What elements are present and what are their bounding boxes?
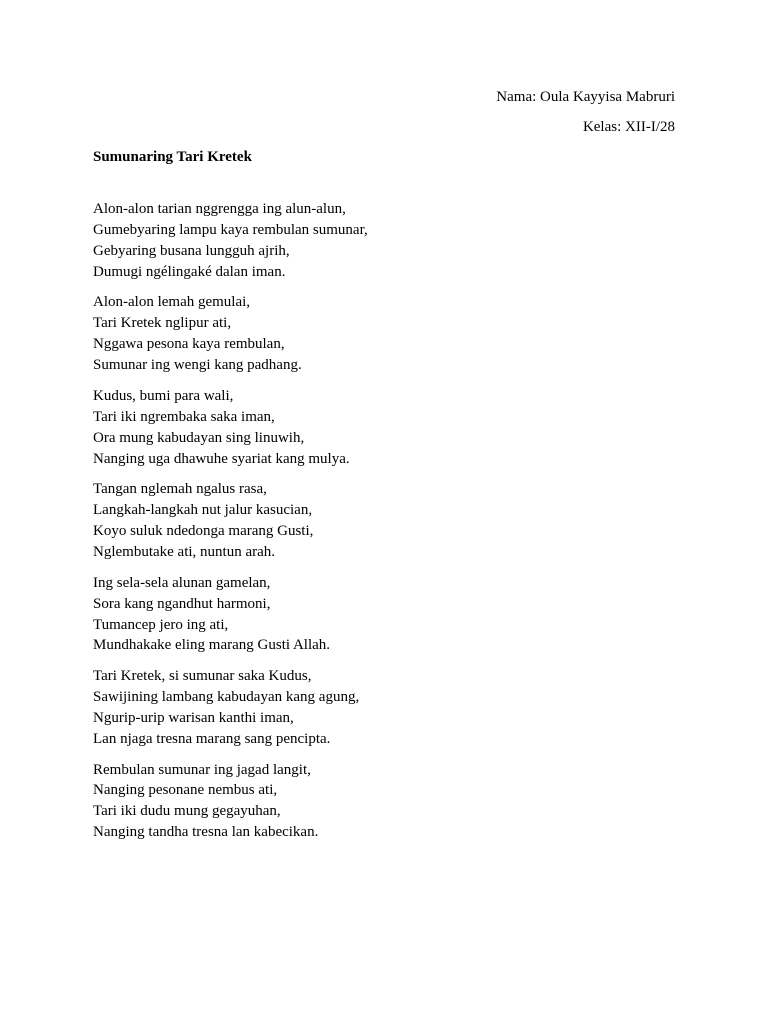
student-class: Kelas: XII-I/28 — [582, 119, 675, 135]
poem-line: Dumugi ngélingaké dalan iman. — [93, 263, 286, 280]
poem-line: Tari iki ngrembaka saka iman, — [93, 408, 275, 425]
poem-line: Tangan nglemah ngalus rasa, — [93, 481, 267, 498]
poem-line: Gumebyaring lampu kaya rembulan sumunar, — [93, 221, 368, 238]
poem-line: Gebyaring busana lungguh ajrih, — [93, 242, 290, 259]
poem-line: Tari Kretek nglipur ati, — [93, 315, 232, 332]
stanza-4 — [93, 479, 693, 563]
poem-line: Nanging pesonane nembus ati, — [93, 782, 278, 799]
poem-line: Sawijining lambang kabudayan kang agung, — [93, 689, 360, 706]
poem-line: Tumancep jero ing ati, — [93, 616, 229, 633]
poem-line: Alon-alon tarian nggrengga ing alun-alun, — [93, 201, 346, 217]
student-name: Nama: Oula Kayyisa Mabruri — [496, 89, 675, 105]
poem-line: Alon-alon lemah gemulai, — [93, 294, 251, 311]
poem-line: Tari iki dudu mung gegayuhan, — [93, 803, 281, 820]
stanza-5 — [93, 573, 693, 657]
stanza-2 — [93, 292, 693, 376]
poem-line: Tari Kretek, si sumunar saka Kudus, — [93, 668, 312, 685]
poem-line: Ora mung kabudayan sing linuwih, — [93, 429, 305, 446]
stanza-3 — [93, 386, 693, 470]
poem-body — [93, 199, 693, 853]
poem-line: Langkah-langkah nut jalur kasucian, — [93, 502, 313, 519]
poem-line: Lan njaga tresna marang sang pencipta. — [93, 730, 331, 747]
stanza-6 — [93, 666, 693, 750]
poem-line: Nggawa pesona kaya rembulan, — [93, 336, 285, 353]
poem-title: Sumunaring Tari Kretek — [93, 149, 252, 165]
poem-line: Ing sela-sela alunan gamelan, — [93, 574, 271, 591]
stanza-1 — [93, 199, 693, 283]
stanza-7 — [93, 760, 693, 844]
poem-line: Nglembutake ati, nuntun arah. — [93, 543, 276, 560]
poem-line: Kudus, bumi para wali, — [93, 387, 234, 404]
poem-line: Rembulan sumunar ing jagad langit, — [93, 761, 311, 778]
poem-line: Ngurip-urip warisan kanthi iman, — [93, 709, 294, 726]
poem-line: Sora kang ngandhut harmoni, — [93, 595, 271, 612]
poem-line: Koyo suluk ndedonga marang Gusti, — [93, 523, 314, 540]
poem-line: Nanging tandha tresna lan kabecikan. — [93, 824, 319, 841]
poem-line: Mundhakake eling marang Gusti Allah. — [93, 637, 331, 654]
poem-line: Nanging uga dhawuhe syariat kang mulya. — [93, 450, 350, 467]
poem-line: Sumunar ing wengi kang padhang. — [93, 357, 302, 374]
